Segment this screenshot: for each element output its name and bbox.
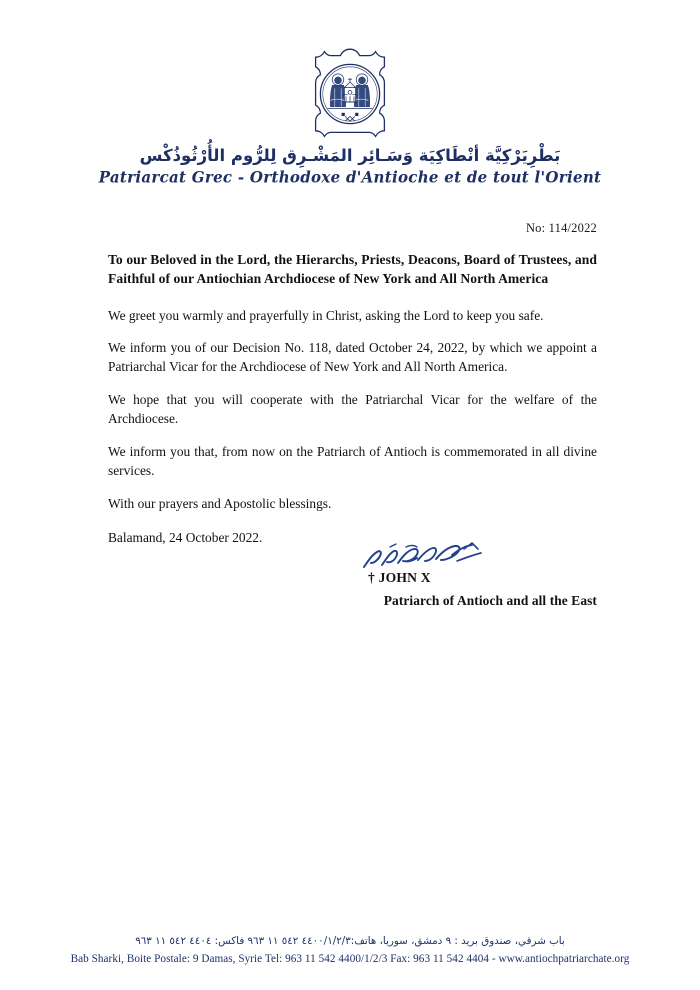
signature-name: † JOHN X: [368, 570, 431, 585]
signature-block: [108, 541, 597, 616]
letterhead: [0, 46, 700, 186]
footer: [0, 934, 700, 968]
paragraph-4: We inform you that, from now on the Patriarch of Antioch is commemorated in all divine services.: [108, 443, 597, 479]
dateline: Balamand, 24 October 2022.: [108, 530, 263, 546]
reference-number: No: 114/2022: [525, 221, 597, 235]
patriarchate-seal-icon: [302, 46, 398, 142]
letter-body: [108, 250, 597, 548]
paragraph-2: We inform you of our Decision No. 118, dated October 24, 2022, by which we appoint a Patriarchal Vicar for the Archdiocese of New York and All North America.: [108, 340, 597, 375]
salutation: To our Beloved in the Lord, the Hierarchs, Priests, Deacons, Board of Trustees, and Faithful of our Antiochian Archdiocese of New York and All North America: [108, 252, 597, 287]
paragraph-5: With our prayers and Apostolic blessings.: [108, 495, 332, 511]
signature-title: Patriarch of Antioch and all the East: [383, 593, 597, 608]
footer-arabic-address: باب شرقي، صندوق بريد : ٩ دمشق، سوريا، هاتف:٤٤٠٠/١/٢/٣ ٥٤٢ ١١ ٩٦٣ فاكس: ٤٤٠٤ ٥٤٢ ١١ ٩٦٣: [135, 934, 565, 947]
letterhead-french-title: Patriarcat Grec - Orthodoxe d'Antioche et de tout l'Orient: [98, 167, 602, 187]
paragraph-1: We greet you warmly and prayerfully in Christ, asking the Lord to keep you safe.: [108, 307, 544, 323]
letterhead-arabic-title: بَطْرِيَرْكِيَّة أنْطَاكِيَة وَسَـائِر المَشْـرِق لِلرُّوم الأُرْثُوذُكْس: [139, 146, 561, 165]
paragraph-3: We hope that you will cooperate with the Patriarchal Vicar for the welfare of the Archdiocese.: [108, 391, 597, 427]
footer-latin-address: Bab Sharki, Boite Postale: 9 Damas, Syrie Tel: 963 11 542 4400/1/2/3 Fax: 963 11 542 4404 - www.antiochpatriarchate.org: [70, 953, 630, 966]
